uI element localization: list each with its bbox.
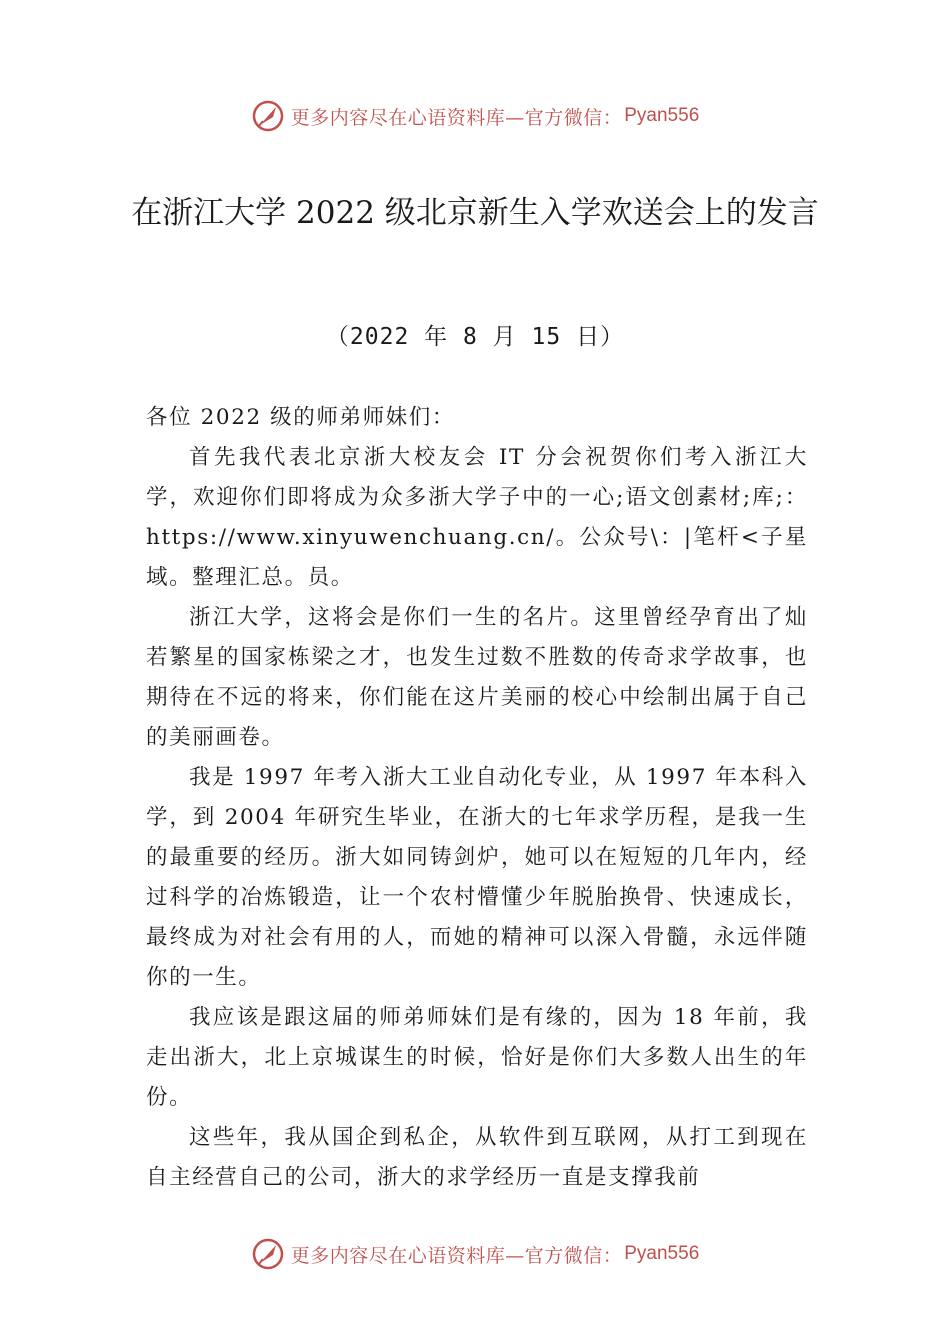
paragraph: 我应该是跟这届的师弟师妹们是有缘的，因为 18 年前，我走出浙大，北上京城谋生的时候，恰好是你们大多数人出生的年份。 [146,1005,808,1110]
footer-banner [0,1234,950,1274]
banner-text: 更多内容尽在心语资料库—官方微信： [290,1244,623,1267]
paragraph: 首先我代表北京浙大校友会 IT 分会祝贺你们考入浙江大学，欢迎你们即将成为众多浙大学子中的一心;语文创素材;库;：https://www.xinyuwenchuang.cn/。公众号\：|笔杆<子星域。整理汇总。员。 [146,445,808,590]
document-body [146,398,808,1198]
quill-logo-icon [251,99,285,133]
banner-wechat-id: Pyan556 [624,1243,700,1264]
header-banner [0,96,950,136]
banner-text: 更多内容尽在心语资料库—官方微信： [290,106,623,129]
paragraph: 浙江大学，这将会是你们一生的名片。这里曾经孕育出了灿若繁星的国家栋梁之才，也发生过数不胜数的传奇求学故事，也期待在不远的将来，你们能在这片美丽的校心中绘制出属于自己的美丽画卷。 [146,605,808,750]
document-date: （2022 年 8 月 15 日） [325,324,625,350]
document-title: 在浙江大学 2022 级北京新生入学欢送会上的发言 [131,195,819,231]
paragraph: 我是 1997 年考入浙大工业自动化专业，从 1997 年本科入学，到 2004 年研究生毕业，在浙大的七年求学历程，是我一生的最重要的经历。浙大如同铸剑炉，她可以在短短的几年内，经过科学的冶炼锻造，让一个农村懵懂少年脱胎换骨、快速成长，最终成为对社会有用的人，而她的精神可以深入骨髓，永远伴随你的一生。 [146,765,808,990]
salutation: 各位 2022 级的师弟师妹们： [146,405,455,430]
quill-logo-icon [251,1237,285,1271]
banner-wechat-id: Pyan556 [624,105,700,126]
paragraph: 这些年，我从国企到私企，从软件到互联网，从打工到现在自主经营自己的公司，浙大的求学经历一直是支撑我前 [146,1125,808,1190]
